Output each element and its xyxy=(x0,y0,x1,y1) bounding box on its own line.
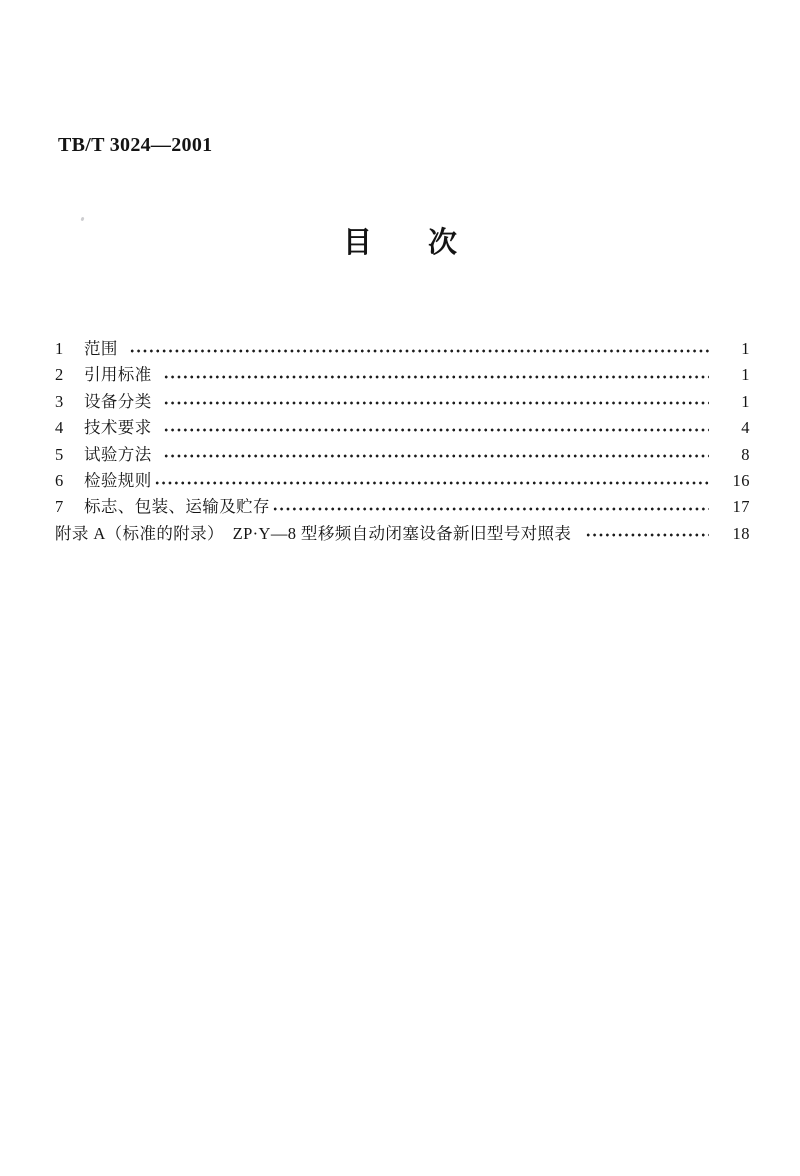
toc-entry-page: 1 xyxy=(741,365,750,385)
toc-leader-dots xyxy=(163,399,709,407)
toc-entry-number: 3 xyxy=(55,391,64,411)
toc-entry-page: 8 xyxy=(741,444,750,464)
toc-entry-page: 4 xyxy=(741,418,750,438)
toc-entry-number: 2 xyxy=(55,365,64,385)
toc-leader-dots xyxy=(585,531,709,539)
toc-entry-number: 7 xyxy=(55,497,64,517)
scan-artifact xyxy=(80,217,84,222)
toc-entry xyxy=(55,336,750,362)
toc-entry-appendix xyxy=(55,521,750,547)
toc-leader-dots xyxy=(272,505,709,513)
toc-entry-label: 技术要求 xyxy=(84,418,152,438)
page-title-char-second: 次 xyxy=(428,227,458,259)
toc-entry-page: 1 xyxy=(741,391,750,411)
page-title-char-first: 目 xyxy=(342,227,372,259)
page-title xyxy=(0,228,800,260)
toc-entry-number: 5 xyxy=(55,444,64,464)
toc-entry-label: 附录 A（标准的附录） ZP·Y—8 型移频自动闭塞设备新旧型号对照表 xyxy=(55,523,572,543)
toc-leader-dots xyxy=(163,452,709,460)
toc-leader-dots xyxy=(154,479,709,487)
toc-entry-page: 1 xyxy=(741,338,750,358)
toc-leader-dots xyxy=(129,347,709,355)
toc-entry-label: 检验规则 xyxy=(84,470,152,490)
toc-entry-label: 范围 xyxy=(84,338,118,358)
toc-entry-number: 1 xyxy=(55,338,64,358)
toc-entry xyxy=(55,415,750,441)
toc-entry xyxy=(55,362,750,388)
toc-entry xyxy=(55,389,750,415)
toc-entry-page: 18 xyxy=(732,523,750,543)
table-of-contents xyxy=(55,336,750,547)
toc-entry-label: 标志、包装、运输及贮存 xyxy=(84,497,270,517)
toc-entry-label: 引用标准 xyxy=(84,365,152,385)
toc-entry-page: 16 xyxy=(732,470,750,490)
toc-leader-dots xyxy=(163,373,709,381)
toc-entry-label: 设备分类 xyxy=(84,391,152,411)
toc-entry-label: 试验方法 xyxy=(84,444,152,464)
toc-entry-page: 17 xyxy=(732,497,750,517)
toc-leader-dots xyxy=(163,426,709,434)
toc-entry-number: 6 xyxy=(55,470,64,490)
toc-entry xyxy=(55,494,750,520)
toc-entry-number: 4 xyxy=(55,418,64,438)
toc-entry xyxy=(55,442,750,468)
toc-entry xyxy=(55,468,750,494)
standard-number: TB/T 3024—2001 xyxy=(58,134,213,156)
